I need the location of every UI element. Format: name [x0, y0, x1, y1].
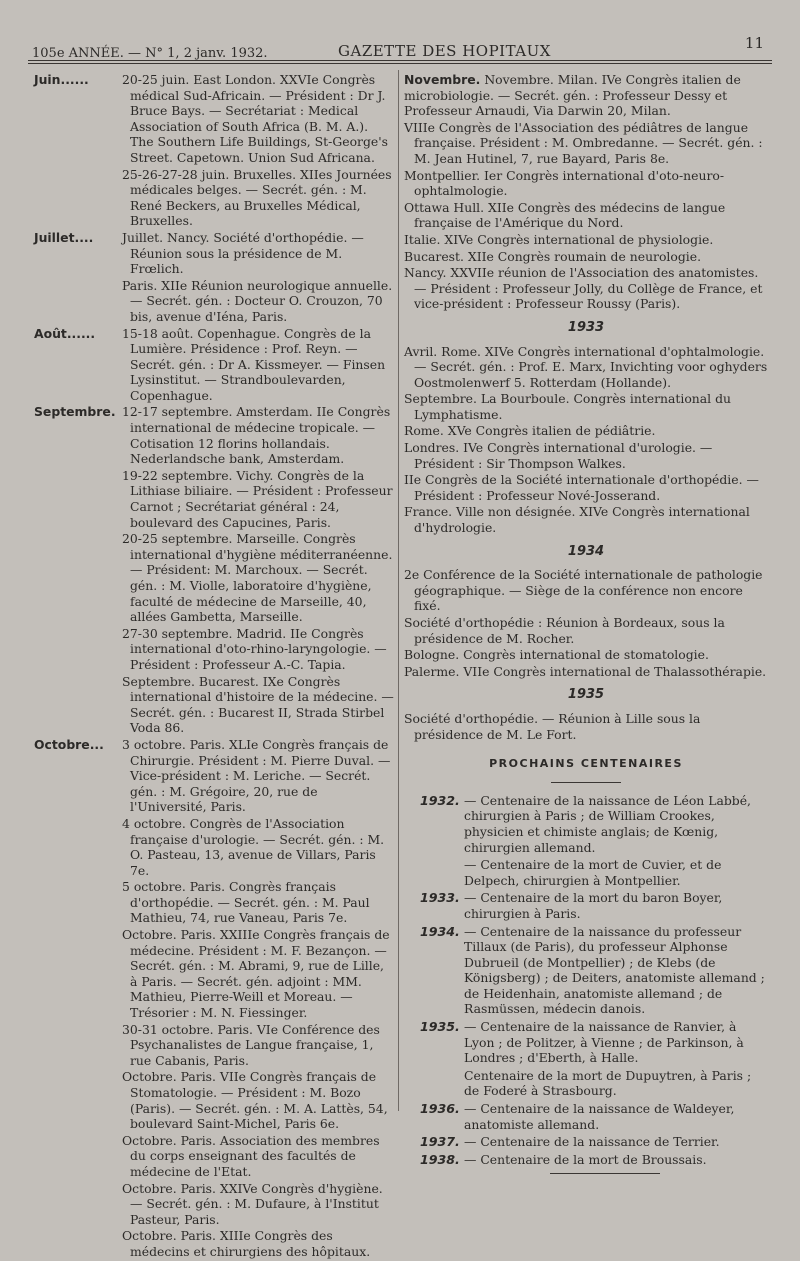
- centenary-entry: [404, 1068, 768, 1099]
- congress-text: Paris. XIIe Réunion neurologique annuelle. — Secrét. gén. : Docteur O. Crouzon, 70 bis, avenue d'Iéna, Paris.: [122, 277, 393, 324]
- congress-entry: Septembre. La Bourboule. Congrès international du Lymphatisme.: [404, 391, 731, 422]
- congress-text: 5 octobre. Paris. Congrès français d'orthopédie. — Secrét. gén. : M. Paul Mathieu, 74, rue Vaneau, Paris 7e.: [122, 879, 370, 926]
- header-rule: [28, 60, 772, 61]
- year-heading: 1935: [567, 687, 605, 703]
- congress-entry: [404, 72, 768, 119]
- congress-text: 27-30 septembre. Madrid. IIe Congrès international d'oto-rhino-laryngologie. — Président : Professeur A.-C. Tapia.: [122, 625, 387, 672]
- congress-text: Octobre. Paris. VIIe Congrès français de Stomatologie. — Président : M. Bozo (Paris). — Secrét. gén. : M. A. Lattès, 54, boulevard Saint-Michel, Paris 6e.: [122, 1069, 388, 1132]
- congress-entry: [34, 468, 394, 530]
- centenary-entry: [404, 1152, 768, 1168]
- centenary-year: 1933.: [420, 890, 460, 906]
- centenary-entry: [404, 924, 768, 1018]
- future-years-section: [404, 320, 768, 742]
- congress-text: Novembre. Milan. IVe Congrès italien de microbiologie. — Secrét. gén. : Professeur Dessy et Professeur Arnaudi, Via Darwin 20, Milan.: [404, 72, 741, 119]
- congress-entry: Société d'orthopédie. — Réunion à Lille sous la présidence de M. Le Fort.: [404, 710, 701, 742]
- congress-entry: Rome. XVe Congrès italien de pédiâtrie.: [404, 423, 656, 439]
- congress-text: 20-25 septembre. Marseille. Congrès international d'hygiène méditerranéenne. — Président: M. Marchoux. — Secrét. gén. : M. Violle, laboratoire d'hygiène, faculté de médecine de Marseille, 40, allées Gambetta, Marseille.: [122, 531, 393, 625]
- year-heading: 1933: [567, 319, 605, 335]
- congress-entry: Montpellier. Ier Congrès international d'oto-neuro-ophtalmologie.: [404, 167, 725, 199]
- congress-entry: [34, 404, 394, 466]
- centenary-text: — Centenaire de la naissance de Terrier.: [464, 1134, 720, 1150]
- centenary-year: 1938.: [420, 1151, 460, 1167]
- centenary-entry: [404, 857, 768, 888]
- column-divider: [398, 70, 399, 1111]
- november-section: [404, 72, 768, 312]
- centenary-text: — Centenaire de la naissance du professeur Tillaux (de Paris), du professeur Alphonse Dubrueil (de Montpellier) ; de Klebs (de Königsberg) ; de Deiters, anatomiste allemand ; de Heidenhain, anatomiste allemand ; de Rasmüssen, médecin danois.: [464, 923, 765, 1017]
- centenary-text: — Centenaire de la naissance de Ranvier, à Lyon ; de Politzer, à Vienne ; de Parkinson, à Londres ; d'Eberth, à Halle.: [464, 1019, 744, 1066]
- congress-text: Octobre. Paris. XXIIIe Congrès français de médecine. Président : M. F. Bezançon. — Secrét. gén. : M. Abrami, 9, rue de Lille, à Paris. — Secrét. gén. adjoint : MM. Mathieu, Pierre-Weill et Moreau. — Trésorier : M. N. Fiessinger.: [122, 927, 390, 1021]
- congress-entry: [34, 531, 394, 625]
- congress-entry: [34, 230, 394, 277]
- journal-title: GAZETTE DES HOPITAUX: [338, 42, 551, 60]
- congress-text: 15-18 août. Copenhague. Congrès de la Lumière. Présidence : Prof. Reyn. — Secrét. gén. : Dr A. Kissmeyer. — Finsen Lysinstitut. — Strandboulevarden, Copenhague.: [122, 325, 386, 403]
- left-column: [34, 72, 394, 1261]
- congress-entry: [34, 737, 394, 815]
- centenary-entry: [404, 890, 768, 921]
- congress-entry: [34, 1181, 394, 1228]
- end-rule: [550, 1173, 660, 1174]
- page-number: 11: [744, 34, 764, 52]
- congress-entry: Londres. IVe Congrès international d'urologie. — Président : Sir Thompson Walkes.: [404, 440, 713, 471]
- congress-text: 19-22 septembre. Vichy. Congrès de la Lithiase biliaire. — Président : Professeur Carnot ; Secrétariat général : 24, boulevard des Capucines, Paris.: [122, 467, 393, 530]
- congress-entry: Ottawa Hull. XIIe Congrès des médecins de langue française de l'Amérique du Nord.: [404, 199, 726, 231]
- congress-entry: Palerme. VIIe Congrès international de Thalassothérapie.: [404, 663, 767, 679]
- congress-text: Septembre. Bucarest. IXe Congrès international d'histoire de la médecine. — Secrét. gén. : Bucarest II, Strada Stirbel Voda 86.: [122, 673, 394, 736]
- centenary-entry: [404, 1101, 768, 1132]
- centenary-entry: [404, 1134, 768, 1150]
- issue-info: 105e ANNÉE. — N° 1, 2 janv. 1932.: [32, 46, 268, 61]
- centenary-year: 1934.: [420, 923, 460, 939]
- centenaires-heading: PROCHAINS CENTENAIRES: [489, 757, 683, 771]
- centenary-text: — Centenaire de la mort du baron Boyer, chirurgien à Paris.: [464, 890, 723, 921]
- congress-text: Octobre. Paris. XXIVe Congrès d'hygiène. — Secrét. gén. : M. Dufaure, à l'Institut Pasteur, Paris.: [122, 1180, 383, 1227]
- month-label: Juillet....: [34, 229, 94, 245]
- congress-entry: [34, 1133, 394, 1180]
- congress-text: 25-26-27-28 juin. Bruxelles. XIIes Journées médicales belges. — Secrét. gén. : M. René Beckers, au Bruxelles Médical, Bruxelles.: [122, 166, 392, 229]
- centenary-entry: [404, 1019, 768, 1066]
- month-label: Novembre.: [404, 72, 481, 87]
- congress-entry: [34, 816, 394, 878]
- congress-entry: Avril. Rome. XIVe Congrès international d'ophtalmologie. — Secrét. gén. : Prof. E. Marx, Invichting voor oghyders Oostmolenwerf 5. Rotterdam (Hollande).: [404, 343, 768, 390]
- congress-entry: [34, 1022, 394, 1069]
- month-label: Juin......: [34, 72, 89, 87]
- congress-entry: [34, 326, 394, 404]
- congress-entry: [34, 1069, 394, 1131]
- congress-text: Octobre. Paris. XIIIe Congrès des médecins et chirurgiens des hôpitaux.: [122, 1228, 371, 1259]
- centenary-text: Centenaire de la mort de Dupuytren, à Paris ; de Foderé à Strasbourg.: [464, 1067, 752, 1099]
- congress-entry: VIIIe Congrès de l'Association des pédiâtres de langue française. Président : M. Ombredanne. — Secrét. gén. : M. Jean Hutinel, 7, rue Bayard, Paris 8e.: [404, 119, 763, 166]
- congress-text: 20-25 juin. East London. XXVIe Congrès médical Sud-Africain. — Président : Dr J. Bruce Bays. — Secrétariat : Medical Association of South Africa (B. M. A.). The Southern Life Buildings, St-George's Street. Capetown. Union Sud Africana.: [122, 72, 388, 165]
- header-rule-thin: [28, 63, 772, 64]
- centenary-entry: [404, 793, 768, 855]
- congress-text: 30-31 octobre. Paris. VIe Conférence des Psychanalistes de Langue française, 1, rue Cabanis, Paris.: [122, 1021, 380, 1068]
- month-label: Octobre...: [34, 736, 104, 752]
- centenaires-rule: [551, 782, 621, 783]
- congress-text: Octobre. Paris. Association des membres du corps enseignant des facultés de médecine de l'Etat.: [122, 1132, 380, 1179]
- centenary-text: — Centenaire de la mort de Cuvier, et de Delpech, chirurgien à Montpellier.: [464, 857, 722, 888]
- congress-entry: [34, 167, 394, 229]
- congress-text: 12-17 septembre. Amsterdam. IIe Congrès international de médecine tropicale. — Cotisation 12 florins hollandais. Nederlandsche bank, Amsterdam.: [122, 404, 391, 467]
- congress-entry: Nancy. XXVIIe réunion de l'Association des anatomistes. — Président : Professeur Jolly, du Collège de France, et vice-président : Professeur Roussy (Paris).: [404, 265, 763, 312]
- congress-entry: [34, 72, 394, 166]
- centenary-text: — Centenaire de la naissance de Waldeyer, anatomiste allemand.: [464, 1101, 735, 1132]
- centenary-year: 1935.: [420, 1019, 460, 1035]
- month-label: Août......: [34, 325, 96, 341]
- centenary-year: 1937.: [420, 1134, 460, 1150]
- congress-entry: [34, 927, 394, 1021]
- congress-entry: [34, 1228, 394, 1259]
- centenary-year: 1936.: [420, 1101, 460, 1117]
- year-heading: 1934: [567, 543, 605, 559]
- right-column: [404, 72, 768, 1174]
- congress-entry: [34, 879, 394, 926]
- congress-entry: [34, 626, 394, 673]
- congress-entry: 2e Conférence de la Société internationale de pathologie géographique. — Siège de la conférence non encore fixé.: [404, 567, 763, 614]
- congress-text: 3 octobre. Paris. XLIe Congrès français de Chirurgie. Président : M. Pierre Duval. — Vice-président : M. Leriche. — Secrét. gén. : M. Grégoire, 20, rue de l'Université, Paris.: [122, 736, 391, 815]
- month-label: Septembre.: [34, 404, 116, 420]
- centenary-text: — Centenaire de la naissance de Léon Labbé, chirurgien à Paris ; de William Crookes, physicien et chimiste anglais; de Kœnig, chirurgien allemand.: [464, 792, 751, 855]
- congress-entry: Bucarest. XIIe Congrès roumain de neurologie.: [404, 248, 702, 264]
- congress-entry: IIe Congrès de la Société internationale d'orthopédie. — Président : Professeur Nové-Josserand.: [404, 472, 759, 503]
- congress-entry: [34, 278, 394, 325]
- congress-text: 4 octobre. Congrès de l'Association française d'urologie. — Secrét. gén. : M. O. Pasteau, 13, avenue de Villars, Paris 7e.: [122, 815, 385, 878]
- congress-entry: Société d'orthopédie : Réunion à Bordeaux, sous la présidence de M. Rocher.: [404, 615, 725, 646]
- centenaires-list: [404, 793, 768, 1168]
- congress-text: Juillet. Nancy. Société d'orthopédie. — Réunion sous la présidence de M. Frœlich.: [122, 229, 364, 277]
- centenary-text: — Centenaire de la mort de Broussais.: [464, 1151, 707, 1167]
- congress-entry: France. Ville non désignée. XIVe Congrès international d'hydrologie.: [404, 504, 750, 536]
- centenary-year: 1932.: [420, 792, 460, 808]
- congress-entry: Italie. XIVe Congrès international de physiologie.: [404, 231, 714, 247]
- congress-entry: [34, 674, 394, 736]
- congress-entry: Bologne. Congrès international de stomatologie.: [404, 647, 709, 663]
